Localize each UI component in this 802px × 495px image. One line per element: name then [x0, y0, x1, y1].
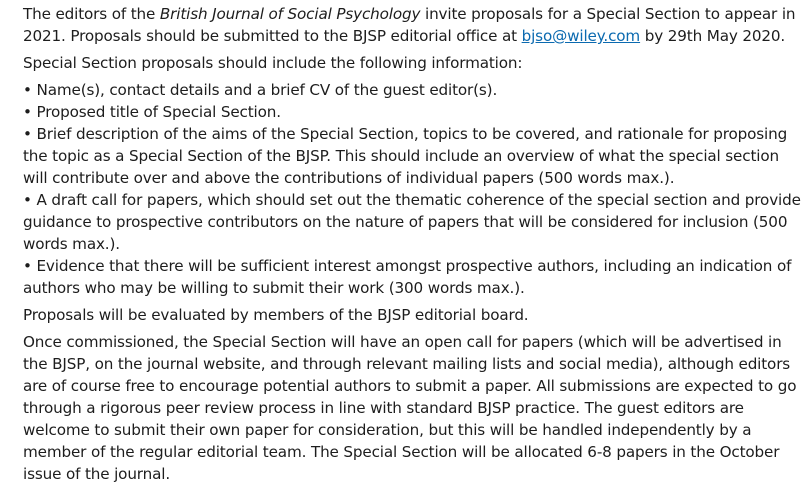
commissioned-paragraph: Once commissioned, the Special Section will have an open call for papers (which will be advertised in the BJSP, on the journal website, and through relevant mailing lists and social media), although editors are of course free to encourage potential authors to submit a paper. All submissions are expected to go through a rigorous peer review process in line with standard BJSP practice. The guest editors are welcome to submit their own paper for consideration, but this will be handled independently by a member of the regular editorial team. The Special Section will be allocated 6-8 papers in the October issue of the journal.: [23, 333, 797, 483]
journal-name: British Journal of Social Psychology: [159, 5, 421, 23]
requirements-list: [23, 79, 802, 299]
email-link[interactable]: bjso@wiley.com: [521, 27, 641, 45]
document-body: [23, 3, 802, 490]
intro-text-start: The editors of the: [23, 5, 160, 23]
intro-text-end: by 29th May 2020.: [640, 27, 786, 45]
requirement-item: • Evidence that there will be sufficient interest amongst prospective authors, including an indication of authors who may be willing to submit their work (300 words max.).: [23, 257, 792, 297]
requirement-item: • A draft call for papers, which should set out the thematic coherence of the special section and provide guidance to prospective contributors on the nature of papers that will be considered for inclusion (500 words max.).: [23, 191, 801, 253]
requirement-item: • Name(s), contact details and a brief CV of the guest editor(s).: [23, 81, 498, 99]
requirement-item: • Proposed title of Special Section.: [23, 103, 281, 121]
intro-paragraph: [23, 3, 802, 47]
requirements-intro: Special Section proposals should include the following information:: [23, 54, 523, 72]
intro-text-middle: invite proposals for a Special Section to appear in 2021. Proposals should be submitted to the BJSP editorial office at: [23, 5, 796, 45]
evaluation-paragraph: Proposals will be evaluated by members of the BJSP editorial board.: [23, 306, 529, 324]
requirement-item: • Brief description of the aims of the Special Section, topics to be covered, and rationale for proposing the topic as a Special Section of the BJSP. This should include an overview of what the special section will contribute over and above the contributions of individual papers (500 words max.).: [23, 125, 788, 187]
